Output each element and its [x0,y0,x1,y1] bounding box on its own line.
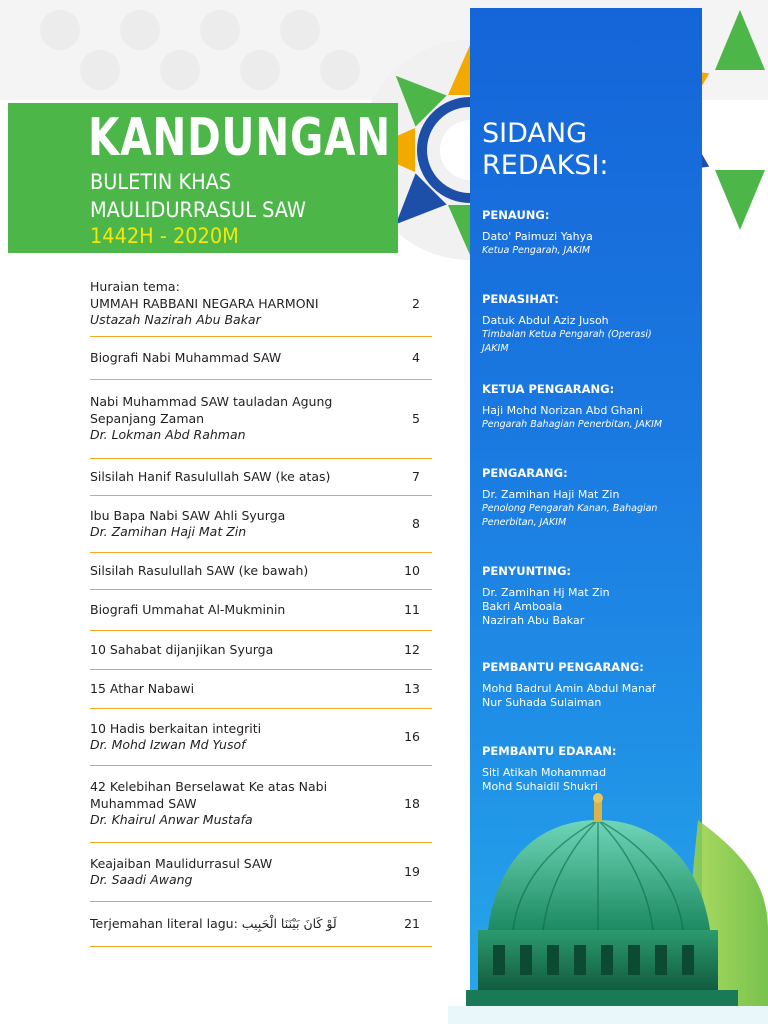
toc-entry-text [90,709,380,754]
toc-row [90,496,432,553]
toc-page-number: 7 [412,468,420,484]
toc-row [90,272,432,337]
toc-row [90,337,432,380]
toc-entry-title: 42 Kelebihan Berselawat Ke atas Nabi [90,779,328,795]
toc-entry-text [90,590,380,618]
member-name: Dato' Paimuzi Yahya [482,230,593,243]
toc-entry-text [90,670,380,697]
toc-row [90,380,432,459]
page-title: KANDUNGAN [88,108,391,168]
toc-entry-title: 15 Athar Nabawi [90,680,195,696]
editorial-section [482,660,702,710]
section-heading: PENASIHAT: [482,292,559,306]
toc-entry-author: Dr. Mohd Izwan Md Yusof [90,737,246,752]
toc-page-number: 8 [412,515,420,531]
toc-page-number: 10 [404,562,420,578]
toc-entry-title: Silsilah Rasulullah SAW (ke bawah) [90,562,309,578]
member-name: Mohd Suhaidil Shukri [482,780,598,793]
toc-row [90,590,432,631]
toc-entry-title: UMMAH RABBANI NEGARA HARMONI [90,295,319,311]
toc-page-number: 2 [412,295,420,311]
member-name: Mohd Badrul Amin Abdul Manaf [482,682,656,695]
toc-entry-author: Dr. Lokman Abd Rahman [90,427,246,443]
toc-entry-title: 10 Hadis berkaitan integriti [90,720,262,736]
member-role: Penerbitan, JAKIM [482,517,567,528]
toc-page-number: 12 [404,641,420,657]
editorial-section [482,564,702,628]
toc-entry-title: Biografi Ummahat Al-Mukminin [90,601,286,617]
toc-row [90,670,432,709]
section-heading: KETUA PENGARANG: [482,382,615,396]
table-of-contents [90,272,432,947]
toc-entry-title: 10 Sahabat dijanjikan Syurga [90,641,274,657]
toc-entry-title: Ibu Bapa Nabi SAW Ahli Syurga [90,507,286,523]
toc-entry-text [90,459,380,485]
editorial-section [482,744,702,794]
toc-entry-text [90,902,380,932]
member-name: Bakri Amboala [482,600,563,613]
member-role: Timbalan Ketua Pengarah (Operasi) [482,329,652,340]
toc-row [90,459,432,496]
subtitle-line-1: BULETIN KHAS [90,170,232,194]
toc-row [90,709,432,766]
toc-page-number: 16 [404,728,420,744]
toc-entry-author: Dr. Zamihan Haji Mat Zin [90,524,247,539]
toc-page-number: 5 [412,410,420,426]
member-role: JAKIM [482,343,509,354]
title-line-1: SIDANG [482,118,588,149]
section-heading: PENGARANG: [482,466,568,480]
editorial-board-title [482,118,609,182]
member-name: Siti Atikah Mohammad [482,766,607,779]
toc-entry-title: Terjemahan literal lagu: لَوْ كَانَ بَيْنَنَا الْحَبِيب [90,915,337,931]
toc-entry-title: Biografi Nabi Muhammad SAW [90,349,282,365]
member-name: Haji Mohd Norizan Abd Ghani [482,404,644,417]
toc-page-number: 21 [404,915,420,931]
section-heading: PEMBANTU EDARAN: [482,744,617,758]
toc-entry-text [90,380,380,444]
subtitle-year: 1442H - 2020M [90,224,239,248]
toc-entry-title: Keajaiban Maulidurrasul SAW [90,855,273,871]
toc-entry-text [90,553,380,579]
toc-entry-text [90,843,380,889]
toc-page-number: 4 [412,349,420,365]
toc-entry-author: Dr. Khairul Anwar Mustafa [90,812,253,828]
editorial-section [482,382,702,432]
subtitle-line-2: MAULIDURRASUL SAW [90,198,306,222]
toc-entry-text [90,337,380,366]
member-name: Datuk Abdul Aziz Jusoh [482,314,609,327]
member-name: Nazirah Abu Bakar [482,614,585,627]
toc-entry-text [90,631,380,658]
editorial-section [482,466,702,530]
title-line-2: REDAKSI: [482,150,609,181]
toc-entry-text [90,496,380,541]
member-role: Ketua Pengarah, JAKIM [482,245,591,256]
toc-entry-title: Sepanjang Zaman [90,410,205,426]
member-name: Dr. Zamihan Hj Mat Zin [482,586,610,599]
toc-entry-author: Dr. Saadi Awang [90,872,193,887]
toc-row [90,902,432,947]
toc-entry-title: Huraian tema: [90,279,180,295]
member-role: Pengarah Bahagian Penerbitan, JAKIM [482,419,663,430]
section-heading: PENYUNTING: [482,564,571,578]
toc-row [90,553,432,590]
toc-page-number: 18 [404,795,420,811]
toc-entry-title: Nabi Muhammad SAW tauladan Agung [90,394,333,410]
toc-entry-text [90,766,380,829]
toc-row [90,631,432,670]
toc-page-number: 11 [404,601,420,617]
toc-page-number: 13 [404,680,420,696]
member-role: Penolong Pengarah Kanan, Bahagian [482,503,658,514]
editorial-section [482,208,702,258]
toc-page-number: 19 [404,863,420,879]
member-name: Dr. Zamihan Haji Mat Zin [482,488,620,501]
member-name: Nur Suhada Sulaiman [482,696,602,709]
section-heading: PEMBANTU PENGARANG: [482,660,644,674]
editorial-section [482,292,702,356]
section-heading: PENAUNG: [482,208,550,222]
green-dome-image [448,790,768,1024]
toc-entry-text [90,272,380,329]
toc-entry-title: Muhammad SAW [90,795,197,811]
toc-entry-author: Ustazah Nazirah Abu Bakar [90,312,261,328]
toc-row [90,766,432,843]
toc-row [90,843,432,902]
toc-entry-title: Silsilah Hanif Rasulullah SAW (ke atas) [90,468,331,484]
